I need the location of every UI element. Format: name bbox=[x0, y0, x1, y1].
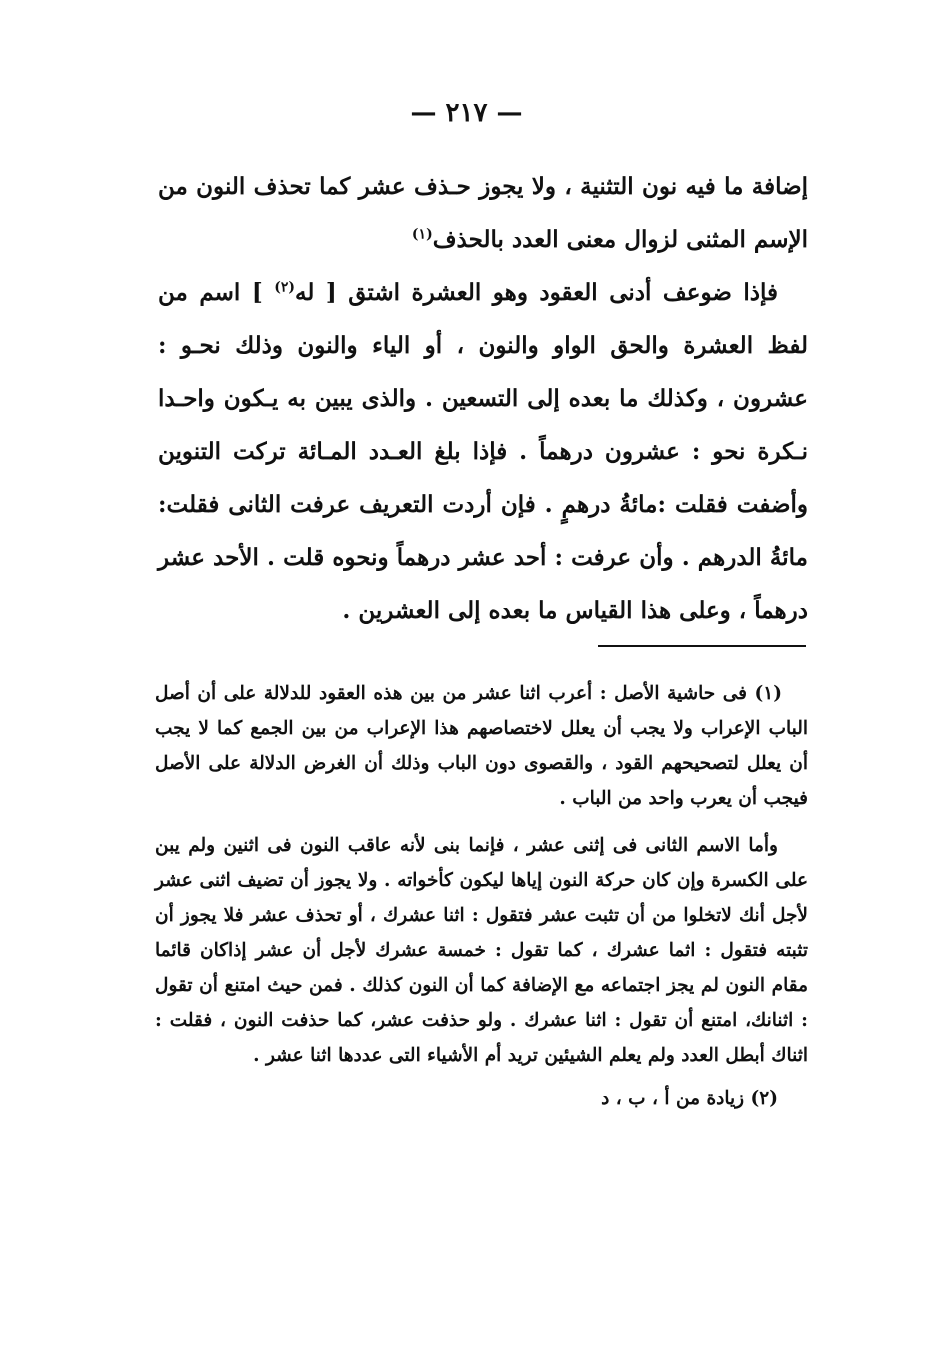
footnote-ref-1: (١) bbox=[411, 226, 433, 243]
main-text bbox=[158, 160, 808, 637]
paragraph-2 bbox=[158, 266, 808, 637]
paragraph-2-text-a: فإذا ضوعف أدنى العقود وهو العشرة اشتق [ له bbox=[295, 279, 779, 306]
footnotes bbox=[155, 676, 808, 1116]
page-number: — ٢١٧ — bbox=[410, 98, 523, 128]
footnote-2: (٢) زيادة من أ ، ب ، د bbox=[601, 1088, 778, 1109]
footnote-1-continuation: وأما الاسم الثانى فى إثنى عشر ، فإنما بنى لأنه عاقب النون فى اثنين ولم يبن على الكسرة وإن كان حركة النون إياها ليكون كأخواته . ولا يجوز أن تضيف اثنى عشر لأجل أنك لاتخلوا من أن تثبت عشر فتقول : اثنا عشرك ، أو تحذف عشر فلا يجوز أن تثبته فتقول : اثما عشرك ، كما تقول : خمسة عشرك لأجل أن عشر إذاكان قائما مقام النون لم يجز اجتماعه مع الإضافة كما أن النون كذلك . فمن حيث امتنع أن تقول : اثنانك، امتنع أن تقول : اثنا عشرك . ولو حذفت عشر، كما حذفت النون ، فقلت : اثناك أبطل العدد ولم يعلم الشيئين تريد أم الأشياء التى عددها اثنا عشر . bbox=[155, 835, 808, 1066]
footnote-ref-2: (٢) bbox=[274, 279, 295, 296]
paragraph-2-text-b: ] اسم من لفظ العشرة والحق الواو والنون ، أو الياء والنون وذلك نحـو : عشرون ، وكذلك ما بعده إلى التسعين . والذى يبين به يـكون واحـدا نـكرة نحو : عشرون درهماً . فإذا بلغ العـدد المـائة تركت التنوين وأضفت فقلت :مائةُ درهمٍ . فإن أردت التعريف عرفت الثانى فقلت: مائةُ الدرهم . وأن عرفت : أحد عشر درهماً ونحوه قلت . الأحد عشر درهماً ، وعلى هذا القياس ما بعده إلى العشرين . bbox=[158, 279, 808, 624]
footnote-1: (١) فى حاشية الأصل : أعرب اثنا عشر من بين هذه العقود للدلالة على أن أصل الباب الإعراب ولا يجب أن يعلل لاختصاصهم هذا الإعراب من بين الجمع كما لا يجب أن يعلل لتصحيحهم القود ، والقصوى دون الباب وذلك أن الغرض الدلالة على الأصل فيجب أن يعرب واحد من الباب . bbox=[155, 683, 808, 809]
paragraph-1 bbox=[158, 160, 808, 266]
paragraph-1-text: إضافة ما فيه نون التثنية ، ولا يجوز حـذف عشر كما تحذف النون من الإسم المثنى لزوال معنى العدد بالحذف bbox=[158, 173, 808, 253]
footnote-divider bbox=[598, 645, 806, 647]
